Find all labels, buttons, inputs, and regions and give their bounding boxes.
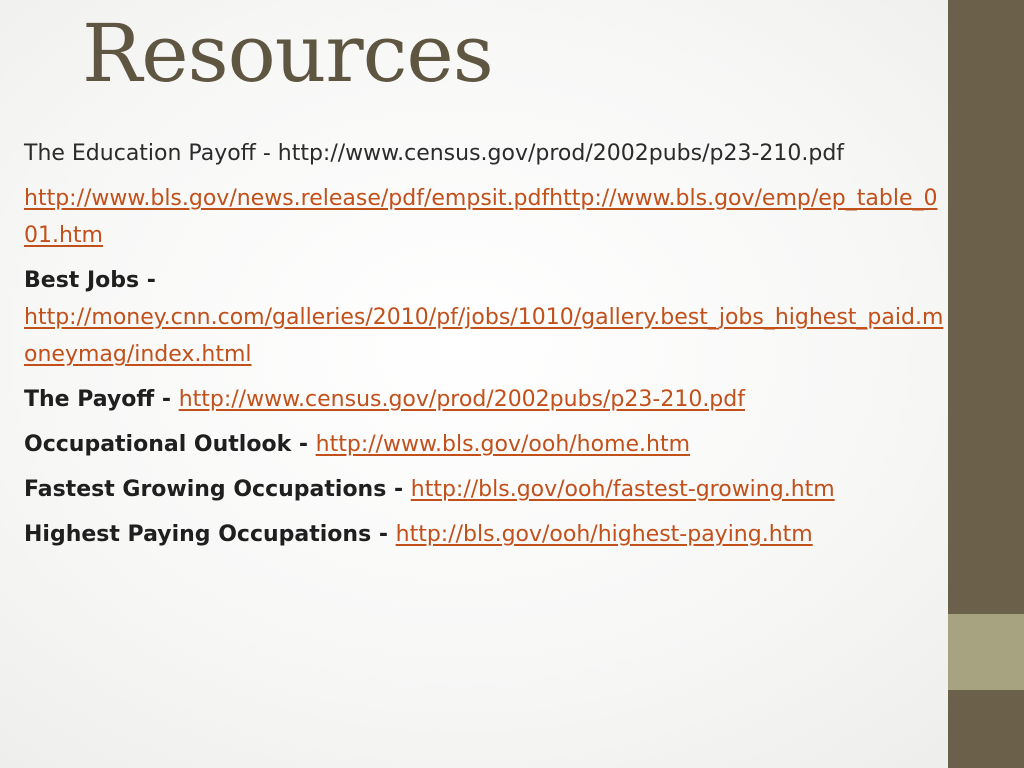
bls-empsit-link[interactable]: http://www.bls.gov/news.release/pdf/empsit.pdfhttp://www.bls.gov/emp/ep_table_001.htm [24, 186, 938, 248]
best-jobs-label: Best Jobs - [24, 268, 156, 293]
fastest-growing-label: Fastest Growing Occupations - [24, 477, 411, 502]
the-payoff-label: The Payoff - [24, 387, 179, 412]
slide-title: Resources [82, 7, 493, 100]
resource-occupational-outlook [24, 426, 948, 463]
resource-the-payoff [24, 381, 948, 418]
resource-education-payoff-text: The Education Payoff - http://www.census.gov/prod/2002pubs/p23-210.pdf [24, 141, 845, 166]
fastest-growing-link[interactable]: http://bls.gov/ooh/fastest-growing.htm [410, 477, 835, 502]
highest-paying-link[interactable]: http://bls.gov/ooh/highest-paying.htm [395, 522, 813, 547]
best-jobs-link[interactable]: http://money.cnn.com/galleries/2010/pf/jobs/1010/gallery.best_jobs_highest_paid.moneymag/index.html [24, 305, 944, 367]
occupational-outlook-label: Occupational Outlook - [24, 432, 316, 457]
the-payoff-link[interactable]: http://www.census.gov/prod/2002pubs/p23-210.pdf [178, 387, 745, 412]
occupational-outlook-link[interactable]: http://www.bls.gov/ooh/home.htm [315, 432, 691, 457]
resource-fastest-growing [24, 471, 948, 508]
resource-education-payoff [24, 135, 948, 172]
sidebar-accent-block [948, 614, 1024, 690]
resource-list [24, 135, 948, 561]
resource-highest-paying [24, 516, 948, 553]
resource-best-jobs [24, 262, 948, 373]
highest-paying-label: Highest Paying Occupations - [24, 522, 396, 547]
resource-bls-links [24, 180, 948, 254]
